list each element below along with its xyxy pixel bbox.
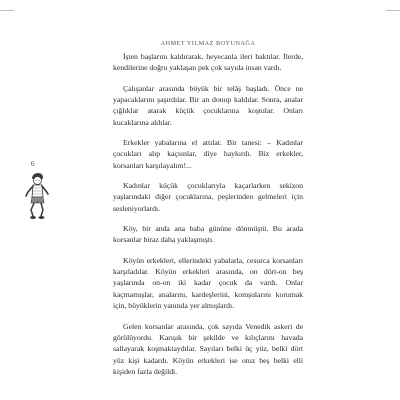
crop-mark bbox=[0, 10, 14, 11]
paragraph: Köy, bir anda ana baba gününe dönmüştü. Bu arada korsanlar biraz daha yaklaşmıştı. bbox=[113, 224, 303, 245]
paragraph: Kadınlar küçük çocuklarıyla kaçarlarken sekizon yaşlarındaki diğer çocuklarına, peşlerinden gelmeleri için sesleniyorlardı. bbox=[113, 181, 303, 213]
paragraph: Gelen korsanlar arasında, çok sayıda Venedik askeri de görülüyordu. Karışık bir şekilde ve kılıçlarını havada sallayarak koşmaktaydılar. Sayıları belki üç yüz, belki dört yüz kişi kadardı. Köyün erkekleri ise otuz beş belki elli kişiden fazla değildi. bbox=[113, 321, 303, 377]
crop-mark bbox=[386, 10, 400, 11]
body-text bbox=[113, 51, 303, 386]
paragraph: Erkekler yabalarına el attılar. Bir tanesi: – Kadınlar çocukları alıp kaçsınlar, diye haykırdı. Biz erkekler, korsanları karşılayalım!... bbox=[113, 138, 303, 170]
running-head: AHMET YILMAZ BOYUNAĞA bbox=[160, 40, 256, 47]
paragraph: Çalışanlar arasında büyük bir telâş başladı. Önce ne yapacaklarını şaşırdılar. Bir an donup kaldılar. Sonra, analar çığlıklar atarak küçük çocuklarına koştular. Onları kucaklarına aldılar. bbox=[113, 83, 303, 127]
page-number: 6 bbox=[31, 160, 35, 168]
running-boy-illustration-icon bbox=[24, 172, 50, 220]
paragraph: İşten başlarını kaldırarak, heyecanla ileri baktılar. İlerde, kendilerine doğru yaklaşan pek çok sayıda insan vardı. bbox=[113, 52, 303, 73]
paragraph: Köyün erkekleri, ellerindeki yabalarla, cesurca korsanları karşıladılar. Köyün erkekleri arasında, on dört-on beş yaşlarında on-on iki kadar çocuk da vardı. Onlar kaçmamışlar, analarını, kardeşlerini, komşularını korumak için, büyüklerin yanında yer almışlardı. bbox=[113, 255, 303, 311]
